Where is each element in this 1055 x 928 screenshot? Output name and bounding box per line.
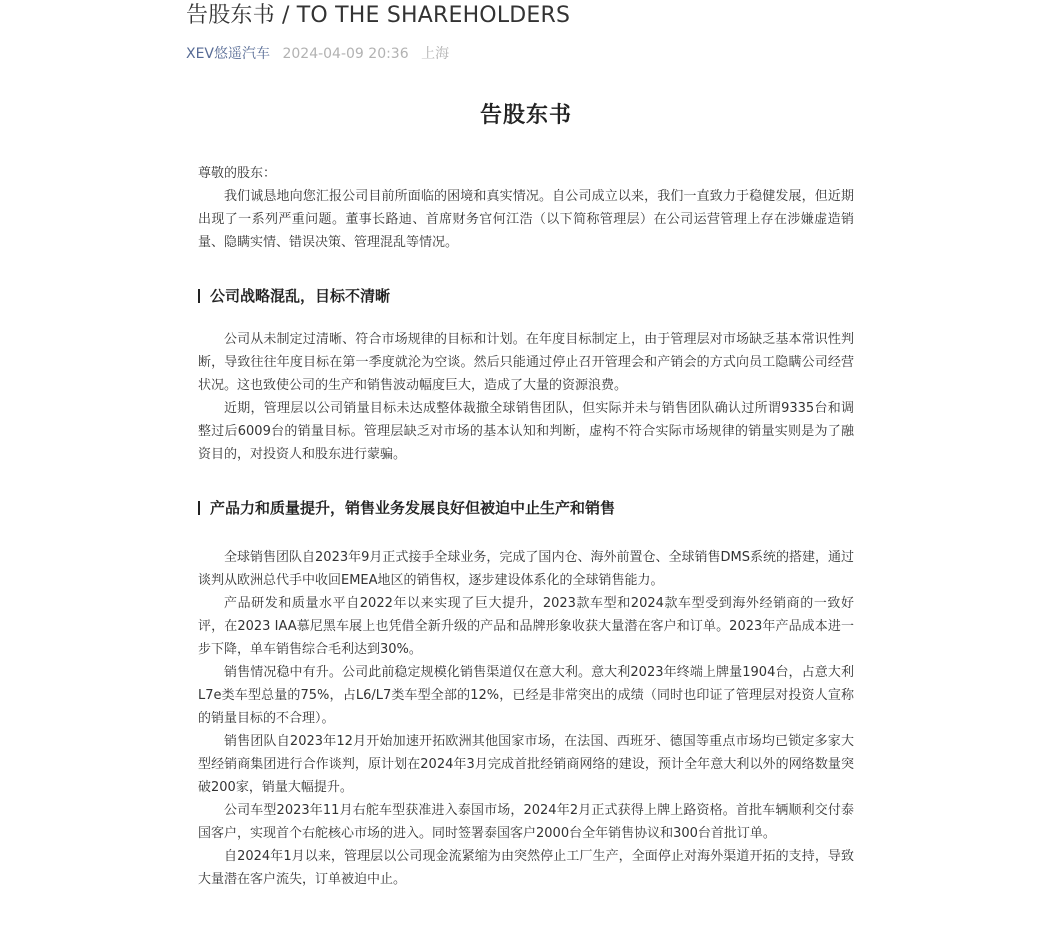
section-heading-strategy [198, 284, 854, 308]
section-title: 产品力和质量提升，销售业务发展良好但被迫中止生产和销售 [210, 499, 616, 517]
account-name-link[interactable]: XEV悠遥汽车 [186, 46, 271, 62]
publish-date: 2024-04-09 20:36 [282, 46, 409, 62]
paragraph: 自2024年1月以来，管理层以公司现金流紧缩为由突然停止工厂生产，全面停止对海外渠道开拓的支持，导致大量潜在客户流失，订单被迫中止。 [198, 849, 854, 887]
paragraph: 公司从未制定过清晰、符合市场规律的目标和计划。在年度目标制定上，由于管理层对市场缺乏基本常识性判断，导致往往年度目标在第一季度就沦为空谈。然后只能通过停止召开管理会和产销会的方式向员工隐瞒公司经营状况。这也致使公司的生产和销售波动幅度巨大，造成了大量的资源浪费。 [198, 332, 854, 393]
article-title: 告股东书 / TO THE SHAREHOLDERS [186, 3, 571, 28]
paragraph: 销售团队自2023年12月开始加速开拓欧洲其他国家市场，在法国、西班牙、德国等重点市场均已锁定多家大型经销商集团进行合作谈判，原计划在2024年3月完成首批经销商网络的建设，预计全年意大利以外的网络数量突破200家，销量大幅提升。 [198, 734, 854, 795]
salutation: 尊敬的股东： [198, 166, 277, 181]
intro-paragraph: 我们诚恳地向您汇报公司目前所面临的困境和真实情况。自公司成立以来，我们一直致力于稳健发展，但近期出现了一系列严重问题。董事长路迪、首席财务官何江浩（以下简称管理层）在公司运营管理上存在涉嫌虚造销量、隐瞒实情、错误决策、管理混乱等情况。 [198, 189, 854, 250]
article-header [186, 0, 866, 64]
section-marker [198, 289, 200, 303]
paragraph: 销售情况稳中有升。公司此前稳定规模化销售渠道仅在意大利。意大利2023年终端上牌量1904台，占意大利L7e类车型总量的75%，占L6/L7类车型全部的12%，已经是非常突出的成绩（同时也印证了管理层对投资人宣称的销量目标的不合理）。 [198, 665, 854, 726]
paragraph: 公司车型2023年11月右舵车型获准进入泰国市场，2024年2月正式获得上牌上路资格。首批车辆顺利交付泰国客户，实现首个右舵核心市场的进入。同时签署泰国客户2000台全年销售协议和300台首批订单。 [198, 803, 854, 841]
section-marker [198, 501, 200, 515]
section-heading-product [198, 496, 854, 520]
article-meta [186, 44, 866, 64]
section-title: 公司战略混乱，目标不清晰 [210, 287, 391, 305]
document-heading: 告股东书 [479, 103, 572, 128]
paragraph: 全球销售团队自2023年9月正式接手全球业务，完成了国内仓、海外前置仓、全球销售DMS系统的搭建，通过谈判从欧洲总代手中收回EMEA地区的销售权，逐步建设体系化的全球销售能力。 [198, 550, 854, 588]
publish-location: 上海 [421, 46, 450, 62]
article-content [198, 96, 854, 891]
paragraph: 产品研发和质量水平自2022年以来实现了巨大提升，2023款车型和2024款车型受到海外经销商的一致好评，在2023 IAA慕尼黑车展上也凭借全新升级的产品和品牌形象收获大量潜在客户和订单。2023年产品成本进一步下降，单车销售综合毛利达到30%。 [198, 596, 854, 657]
paragraph: 近期，管理层以公司销量目标未达成整体裁撤全球销售团队，但实际并未与销售团队确认过所谓9335台和调整过后6009台的销量目标。管理层缺乏对市场的基本认知和判断，虚构不符合实际市场规律的销量实则是为了融资目的，对投资人和股东进行蒙骗。 [198, 401, 854, 462]
